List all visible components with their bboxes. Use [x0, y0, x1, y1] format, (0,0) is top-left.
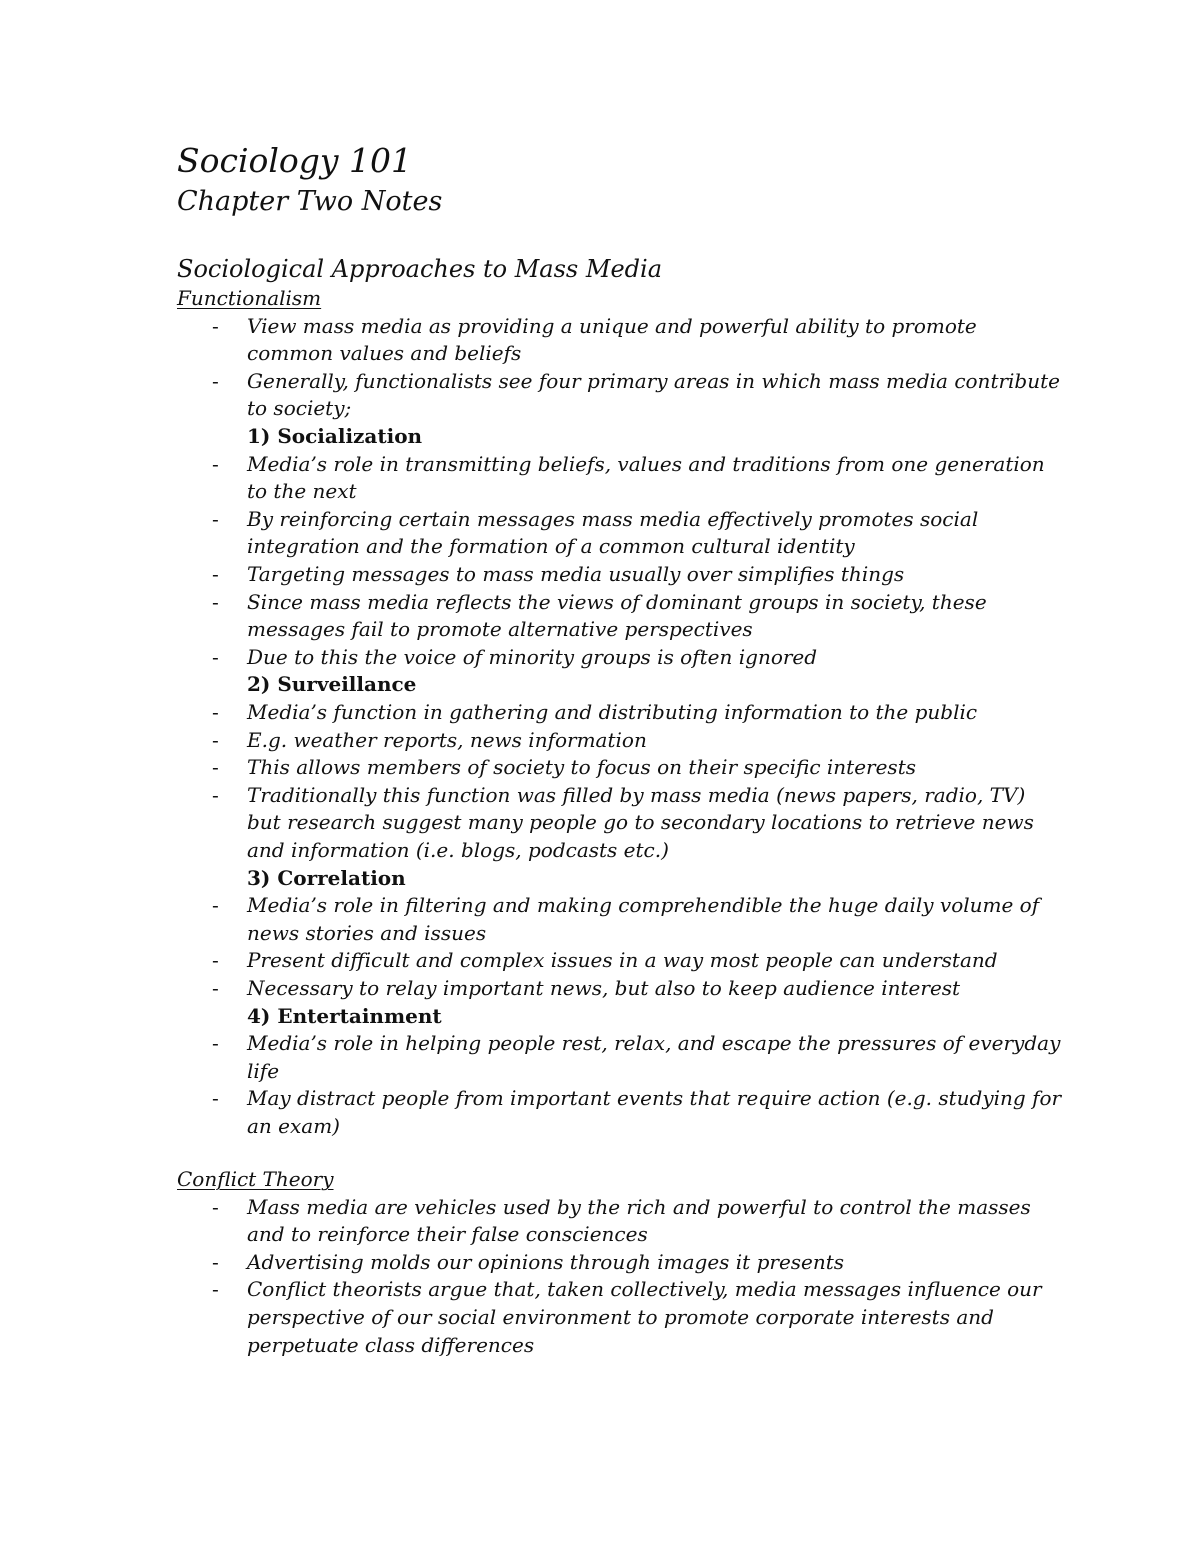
bullet-marker: - — [212, 1031, 219, 1056]
bullet-text-line: life — [247, 1058, 280, 1083]
numbered-subheading: 1) Socialization — [247, 424, 423, 448]
bullet-text-line: View mass media as providing a unique and powerful ability to promote — [247, 313, 977, 338]
bullet-text-line: messages fail to promote alternative perspectives — [247, 617, 753, 642]
bullet-marker: - — [212, 1277, 219, 1302]
bullet-text-line: but research suggest many people go to secondary locations to retrieve news — [247, 810, 1034, 835]
bullet-text-line: an exam) — [247, 1114, 340, 1138]
bullet-text-line: Conflict theorists argue that, taken collectively, media messages influence our — [247, 1277, 1042, 1302]
document-subtitle: Chapter Two Notes — [177, 186, 443, 217]
bullet-text-line: Media’s role in transmitting beliefs, values and traditions from one generation — [247, 451, 1045, 476]
bullet-text-line: Generally, functionalists see four primary areas in which mass media contribute — [247, 368, 1060, 393]
bullet-marker: - — [212, 1086, 219, 1111]
bullet-marker: - — [212, 1249, 219, 1274]
bullet-text-line: Present difficult and complex issues in a way most people can understand — [247, 948, 998, 973]
bullet-marker: - — [212, 644, 219, 669]
bullet-text-line: Mass media are vehicles used by the rich and powerful to control the masses — [247, 1194, 1031, 1219]
bullet-marker: - — [212, 782, 219, 807]
numbered-subheading: 4) Entertainment — [247, 1003, 442, 1028]
bullet-text-line: perspective of our social environment to promote corporate interests and — [247, 1305, 994, 1329]
bullet-text-line: and to reinforce their false consciences — [247, 1222, 648, 1247]
bullet-text-line: Media’s role in helping people rest, relax, and escape the pressures of everyday — [247, 1031, 1061, 1056]
bullet-text-line: to society; — [247, 396, 352, 421]
bullet-marker: - — [212, 700, 219, 724]
bullet-marker: - — [212, 313, 219, 338]
bullet-marker: - — [212, 562, 219, 586]
section-title: Sociological Approaches to Mass Media — [177, 255, 663, 283]
bullet-text-line: May distract people from important events that require action (e.g. studying for — [247, 1086, 1062, 1111]
bullet-text-line: Since mass media reflects the views of dominant groups in society, these — [247, 589, 987, 614]
bullet-text-line: perpetuate class differences — [247, 1332, 535, 1357]
numbered-subheading: 3) Correlation — [247, 865, 406, 890]
bullet-marker: - — [212, 506, 219, 531]
bullet-text-line: Media’s role in filtering and making comprehendible the huge daily volume of — [247, 893, 1040, 918]
bullet-text-line: integration and the formation of a common cultural identity — [247, 534, 855, 559]
bullet-text-line: Traditionally this function was filled by mass media (news papers, radio, TV) — [247, 782, 1026, 807]
bullet-marker: - — [212, 893, 219, 918]
bullet-text-line: E.g. weather reports, news information — [247, 727, 647, 752]
bullet-marker: - — [212, 1194, 219, 1219]
bullet-text-line: By reinforcing certain messages mass media effectively promotes social — [247, 506, 979, 531]
bullet-marker: - — [212, 727, 219, 752]
bullet-text-line: Media’s function in gathering and distributing information to the public — [247, 700, 978, 724]
bullet-text-line: news stories and issues — [247, 920, 487, 945]
numbered-subheading: 2) Surveillance — [247, 672, 417, 697]
document-title: Sociology 101 — [177, 141, 413, 180]
bullet-marker: - — [212, 589, 219, 614]
bullet-text-line: Necessary to relay important news, but also to keep audience interest — [247, 976, 961, 1000]
bullet-marker: - — [212, 451, 219, 476]
bullet-text-line: Targeting messages to mass media usually over simplifies things — [247, 562, 905, 586]
bullet-text-line: common values and beliefs — [247, 341, 522, 366]
bullet-marker: - — [212, 976, 219, 1000]
bullet-text-line: Advertising molds our opinions through images it presents — [247, 1249, 845, 1274]
bullet-text-line: Due to this the voice of minority groups is often ignored — [247, 644, 818, 669]
functionalism-heading: Functionalism — [177, 286, 322, 310]
bullet-text-line: to the next — [247, 479, 357, 504]
bullet-marker: - — [212, 948, 219, 973]
conflict-theory-heading: Conflict Theory — [177, 1167, 334, 1191]
bullet-text-line: and information (i.e. blogs, podcasts etc.) — [247, 838, 669, 862]
bullet-marker: - — [212, 755, 219, 780]
bullet-text-line: This allows members of society to focus on their specific interests — [247, 755, 916, 780]
bullet-marker: - — [212, 368, 219, 393]
